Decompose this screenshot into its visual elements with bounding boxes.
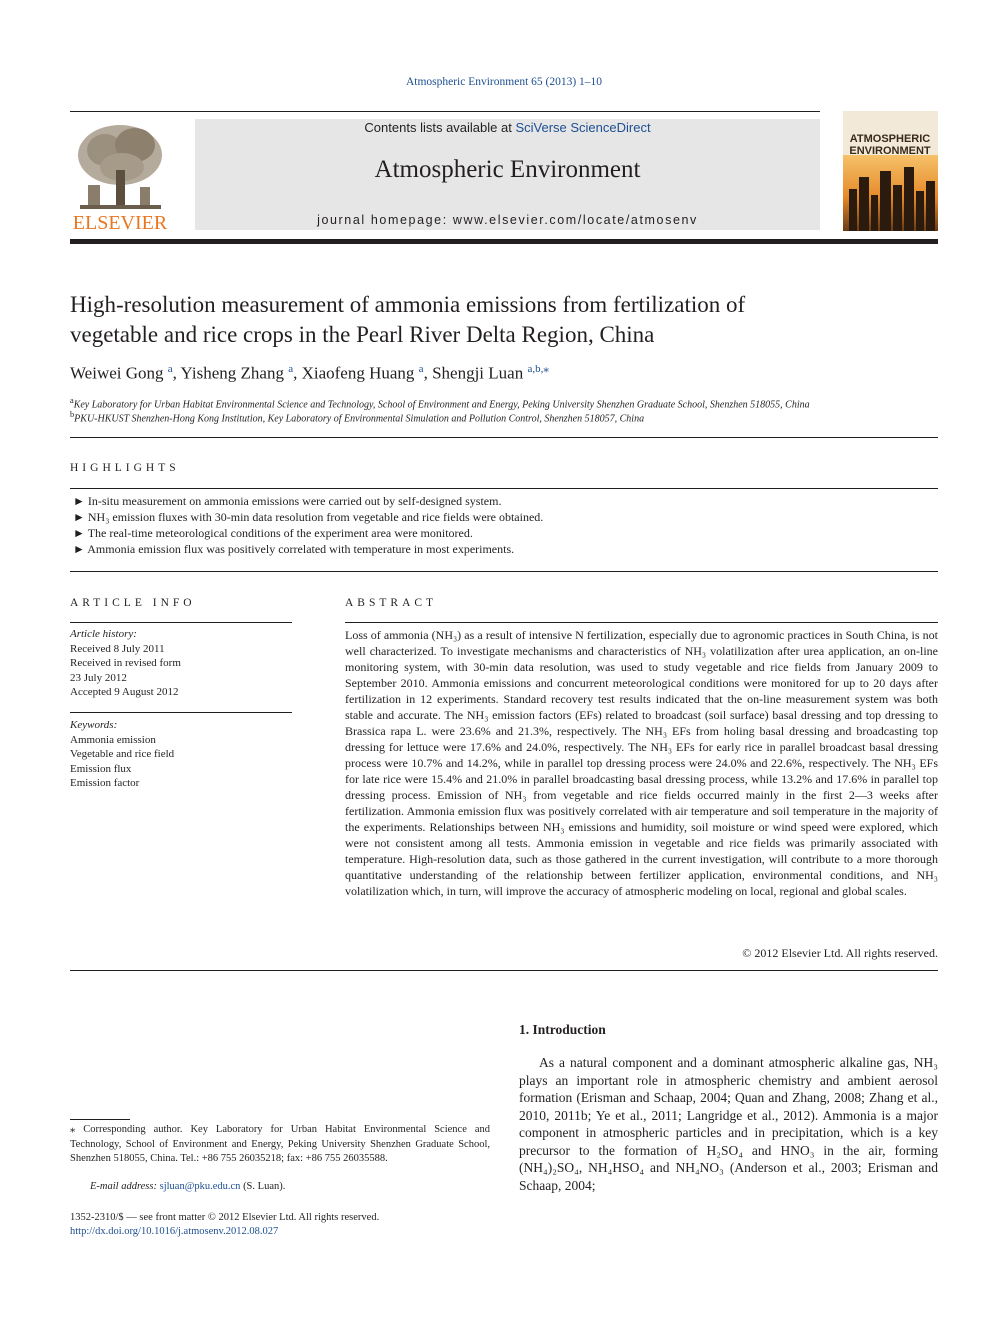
author-name: Yisheng Zhang xyxy=(180,363,284,383)
cover-title-line1: ATMOSPHERIC xyxy=(849,133,931,145)
doi-link[interactable]: http://dx.doi.org/10.1016/j.atmosenv.2012.08.027 xyxy=(70,1226,279,1237)
history-entry: Received 8 July 2011 xyxy=(70,642,165,655)
introduction-text: As a natural component and a dominant atmospheric alkaline gas, NH₃ plays an important role in atmospheric chemistry and ambient aerosol formation (Erisman and Schaap, 2004; Quan and Zhang, 2008; Zhang et al., 2010, 2011b; Ye et al., 2011; Langridge et al., 2012). Ammonia is a major component in atmospheric particles and in precipitation, which is a key precursor to the formation of H₂SO₄ and HNO₃ in the air, forming (NH₄)₂SO₄, NH₄HSO₄ and NH₄NO₃ (Anderson et al., 2003; Erisman and Schaap, 2004; xyxy=(519,1055,938,1193)
author-name: Weiwei Gong xyxy=(70,363,164,383)
highlights-bottom-rule xyxy=(70,571,938,572)
article-title-line1: High-resolution measurement of ammonia emissions from fertilization of xyxy=(70,292,746,317)
highlight-item xyxy=(73,542,514,557)
bullet-icon: ► xyxy=(73,494,85,508)
header-bottom-rule xyxy=(70,239,938,244)
journal-title: Atmospheric Environment xyxy=(374,156,641,183)
email-label: E-mail address: xyxy=(90,1181,157,1192)
cover-title-line2: ENVIRONMENT xyxy=(849,145,931,157)
bullet-icon: ► xyxy=(73,542,85,556)
elsevier-logo[interactable] xyxy=(70,115,171,233)
keyword: Emission flux xyxy=(70,762,132,775)
header-top-rule xyxy=(70,111,820,112)
author-list xyxy=(70,362,549,384)
journal-homepage[interactable]: journal homepage: www.elsevier.com/locate/atmosenv xyxy=(317,213,698,227)
keywords-label: Keywords: xyxy=(70,719,118,731)
sciencedirect-link[interactable]: SciVerse ScienceDirect xyxy=(515,120,651,135)
highlight-text: Ammonia emission flux was positively correlated with temperature in most experiments. xyxy=(87,542,515,556)
elsevier-wordmark: ELSEVIER xyxy=(72,212,168,233)
affiliation-marker: a xyxy=(70,396,74,405)
highlight-item xyxy=(73,510,543,525)
email-link[interactable]: sjluan@pku.edu.cn xyxy=(159,1181,241,1192)
abstract-text: Loss of ammonia (NH₃) as a result of intensive N fertilization, especially due to agronomic practices in South China, is not well characterized. To investigate mechanisms and characteristics of NH₃ volatilization after urea application, an on-line monitoring system, with 30-min data resolution, was used to study vegetable and rice fields from January 2009 to September 2010. Ammonia emissions and concurrent meteorological conditions were monitored for up to 20 days after fertilization in 12 experiments. Standard recovery test results indicated that the on-line measurement system was both stable and accurate. The NH₃ emission factors (EFs) related to broadcast (soil surface) basal dressing and top dressing to Brassica rapa L. were 23.6% and 21.3%, respectively. The NH₃ EFs from holing basal dressing and broadcasting top dressing for lettuce were 17.6% and 24.0%, respectively. The NH₃ EFs for early rice in parallel broadcast basal dressing process were 10.7% and 14.2%, while in parallel top dressing process were 24.0% and 22.6%, respectively. The NH₃ EFs for late rice were 15.4% and 21.0% in parallel broadcasting basal dressing process, while 13.2% and 17.6% in parallel top dressing process. Emission of NH₃ from vegetable and rice fields occurred mainly in the first 2—3 weeks after fertilization. Ammonia emission flux was positively correlated with air temperature and soil temperature in the majority of the experiments. Relationships between NH₃ emissions and humidity, soil moisture or wind speed were explored, which were not consistent among all tests. Ammonia emission in vegetable and rice fields was primarily associated with temperature. High-resolution data, such as those gathered in the current investigation, will contribute to a more thorough quantitative understanding of the relationship between fertilizer application, environmental conditions, and NH₃ volatilization which, in turn, will improve the accuracy of atmospheric modeling on local, regional and global scales. xyxy=(345,628,938,898)
affiliation-text: Key Laboratory for Urban Habitat Environmental Science and Technology, School of Environment and Energy, Peking University Shenzhen Graduate School, Shenzhen 518055, China xyxy=(73,399,810,411)
footnote-rule xyxy=(70,1119,130,1120)
author-separator: , xyxy=(172,363,181,383)
author-affiliation-marker[interactable]: a,b,⁎ xyxy=(527,363,549,375)
author-separator: , xyxy=(293,363,302,383)
keyword: Vegetable and rice field xyxy=(70,748,175,760)
abstract-copyright: © 2012 Elsevier Ltd. All rights reserved. xyxy=(742,946,938,960)
affiliation-text: PKU-HKUST Shenzhen-Hong Kong Institution, Key Laboratory of Environmental Simulation and Pollution Control, Shenzhen 518057, China xyxy=(74,413,645,425)
author-affiliation-marker[interactable]: a xyxy=(418,363,424,375)
contents-prefix: Contents lists available at xyxy=(364,120,516,135)
keywords-rule xyxy=(70,712,292,713)
affiliation-a xyxy=(70,396,810,410)
highlight-text: NH₃ emission fluxes with 30-min data resolution from vegetable and rice fields were obtained. xyxy=(87,510,544,524)
history-entry: Received in revised form xyxy=(70,657,181,669)
email-line xyxy=(90,1181,285,1192)
journal-citation[interactable]: Atmospheric Environment 65 (2013) 1–10 xyxy=(405,76,603,88)
author-name: Shengji Luan xyxy=(432,363,524,383)
highlight-text: In-situ measurement on ammonia emissions were carried out by self-designed system. xyxy=(87,494,502,508)
bullet-icon: ► xyxy=(73,510,85,524)
corresponding-author-footnote: ⁎ Corresponding author. Key Laboratory for Urban Habitat Environmental Science and Technology, School of Environment and Energy, Peking University Shenzhen Graduate School, Shenzhen 518055, China. Tel.: +86 755 26035218; fax: +86 755 26035588. xyxy=(70,1124,490,1164)
affiliations-rule xyxy=(70,437,938,438)
author-separator: , xyxy=(423,363,433,383)
history-entry: Accepted 9 August 2012 xyxy=(70,686,179,698)
author-affiliation-marker[interactable]: a xyxy=(167,363,173,375)
keywords xyxy=(70,718,174,791)
abstract-rule xyxy=(345,622,938,623)
keyword: Emission factor xyxy=(70,777,140,789)
abstract-heading: ABSTRACT xyxy=(345,597,438,609)
abstract-bottom-rule xyxy=(70,970,938,971)
article-info-heading: ARTICLE INFO xyxy=(70,597,196,609)
highlight-text: The real-time meteorological conditions of the experiment area were monitored. xyxy=(87,526,473,540)
highlights-heading: HIGHLIGHTS xyxy=(70,462,180,474)
keyword: Ammonia emission xyxy=(70,733,156,746)
history-entry: 23 July 2012 xyxy=(70,671,127,684)
article-title-line2: vegetable and rice crops in the Pearl River Delta Region, China xyxy=(70,322,655,347)
highlight-item xyxy=(73,494,501,509)
email-suffix: (S. Luan). xyxy=(243,1181,286,1192)
front-matter-line: 1352-2310/$ — see front matter © 2012 Elsevier Ltd. All rights reserved. xyxy=(70,1212,380,1223)
article-history xyxy=(70,627,181,700)
journal-cover-image[interactable] xyxy=(843,111,938,231)
article-history-label: Article history: xyxy=(70,628,137,640)
article-info-rule xyxy=(70,622,292,623)
affiliation-b xyxy=(70,410,644,424)
article-title xyxy=(70,290,950,350)
affiliation-marker: b xyxy=(70,410,75,419)
author-affiliation-marker[interactable]: a xyxy=(288,363,294,375)
bullet-icon: ► xyxy=(73,526,85,540)
highlights-rule xyxy=(70,488,938,489)
introduction-heading: 1. Introduction xyxy=(519,1022,606,1037)
contents-availability xyxy=(195,120,820,135)
author-name: Xiaofeng Huang xyxy=(301,363,415,383)
highlight-item xyxy=(73,526,473,541)
